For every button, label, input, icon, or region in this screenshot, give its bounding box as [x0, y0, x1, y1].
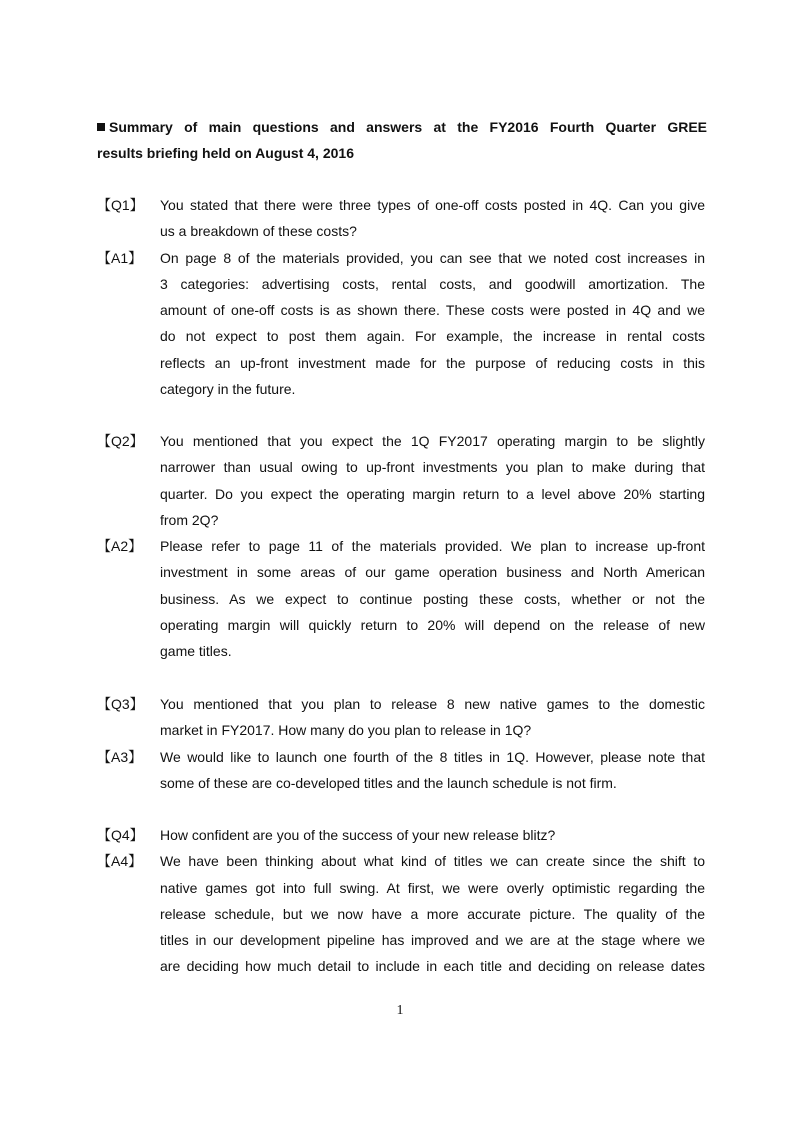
- text-line: us a breakdown of these costs?: [160, 223, 357, 240]
- text-row: [97, 901, 707, 927]
- text-row: [97, 586, 707, 612]
- answer-3: [97, 744, 707, 770]
- text-line: amount of one-off costs is as shown there. These costs were posted in 4Q and we: [160, 302, 705, 319]
- answer-label: 【A1】: [97, 249, 143, 266]
- text-row: [97, 350, 707, 376]
- text-row: [97, 953, 707, 979]
- text-row: [97, 612, 707, 638]
- answer-2: [97, 533, 707, 559]
- text-line: You stated that there were three types of one-off costs posted in 4Q. Can you give: [160, 197, 705, 213]
- text-row: [97, 454, 707, 480]
- title-line-1: Summary of main questions and answers at the FY2016 Fourth Quarter GREE: [97, 114, 707, 140]
- qa-block-4: [97, 822, 707, 980]
- qa-block-2: [97, 428, 707, 665]
- text-line: We would like to launch one fourth of the 8 titles in 1Q. However, please note that: [160, 748, 705, 765]
- text-line: release schedule, but we now have a more accurate picture. The quality of the: [160, 905, 705, 922]
- answer-4: [97, 848, 707, 874]
- text-line: How confident are you of the success of your new release blitz?: [160, 827, 556, 843]
- question-3: [97, 691, 707, 717]
- question-label: 【Q1】: [97, 197, 144, 213]
- text-row: [97, 271, 707, 297]
- text-row: [97, 559, 707, 585]
- page-title: [97, 114, 707, 166]
- answer-label: 【A2】: [97, 538, 143, 555]
- text-line: quarter. Do you expect the operating margin return to a level above 20% starting: [160, 485, 705, 502]
- page-number: 1: [396, 1003, 404, 1018]
- text-row: [97, 323, 707, 349]
- answer-1: [97, 245, 707, 271]
- text-row: [97, 376, 707, 402]
- question-label: 【Q4】: [97, 827, 144, 843]
- text-row: [97, 507, 707, 533]
- question-label: 【Q3】: [97, 696, 144, 712]
- text-line: business. As we expect to continue posting these costs, whether or not the: [160, 590, 705, 607]
- answer-label: 【A3】: [97, 748, 143, 765]
- text-line: reflects an up-front investment made for the purpose of reducing costs in this: [160, 354, 705, 371]
- text-row: [97, 638, 707, 664]
- text-line: narrower than usual owing to up-front investments you plan to make during that: [160, 459, 705, 476]
- text-line: game titles.: [160, 643, 232, 660]
- question-label: 【Q2】: [97, 433, 144, 449]
- text-line: from 2Q?: [160, 511, 219, 528]
- text-line: 3 categories: advertising costs, rental costs, and goodwill amortization. The: [160, 275, 705, 292]
- text-line: market in FY2017. How many do you plan to release in 1Q?: [160, 722, 532, 739]
- title-line-2: results briefing held on August 4, 2016: [97, 145, 354, 161]
- text-line: investment in some areas of our game operation business and North American: [160, 564, 705, 581]
- text-row: [97, 770, 707, 796]
- text-line: are deciding how much detail to include in each title and deciding on release dates: [160, 958, 705, 975]
- text-row: [97, 875, 707, 901]
- text-line: Please refer to page 11 of the materials provided. We plan to increase up-front: [160, 538, 705, 555]
- text-line: titles in our development pipeline has improved and we are at the stage where we: [160, 932, 705, 949]
- qa-block-1: [97, 192, 707, 402]
- question-4: [97, 822, 707, 848]
- text-line: category in the future.: [160, 381, 296, 398]
- text-line: native games got into full swing. At first, we were overly optimistic regarding the: [160, 879, 705, 896]
- black-square-bullet-icon: [97, 123, 105, 131]
- answer-label: 【A4】: [97, 853, 143, 870]
- qa-block-3: [97, 691, 707, 796]
- question-1: [97, 192, 707, 218]
- text-row: [97, 927, 707, 953]
- text-line: We have been thinking about what kind of titles we can create since the shift to: [160, 853, 705, 870]
- text-line: On page 8 of the materials provided, you can see that we noted cost increases in: [160, 249, 705, 266]
- text-row: [97, 481, 707, 507]
- text-line: You mentioned that you plan to release 8 new native games to the domestic: [160, 696, 705, 712]
- question-2: [97, 428, 707, 454]
- text-row: [97, 717, 707, 743]
- text-line: You mentioned that you expect the 1Q FY2017 operating margin to be slightly: [160, 433, 705, 449]
- text-line: operating margin will quickly return to 20% will depend on the release of new: [160, 617, 705, 634]
- text-line: do not expect to post them again. For example, the increase in rental costs: [160, 328, 705, 345]
- text-row: [97, 218, 707, 244]
- text-line: some of these are co-developed titles and the launch schedule is not firm.: [160, 774, 617, 791]
- text-row: [97, 297, 707, 323]
